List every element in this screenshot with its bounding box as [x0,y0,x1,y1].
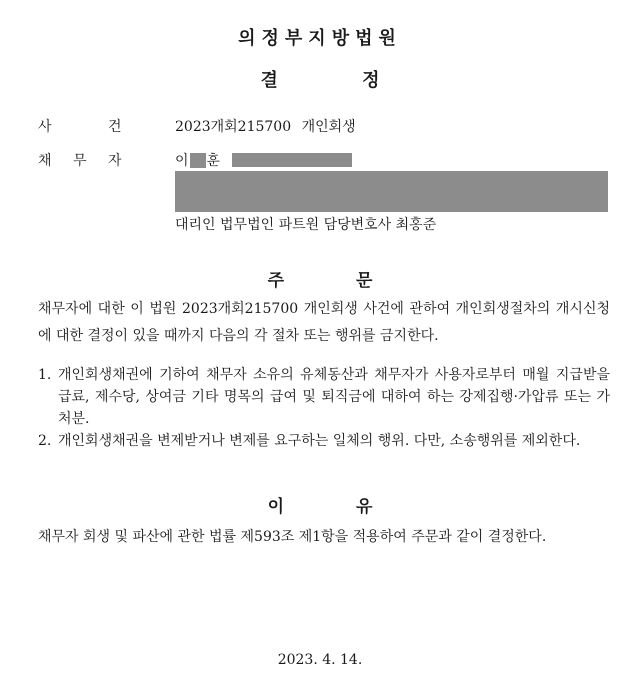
order-items [38,364,610,452]
item-number: 1. [38,367,52,383]
debtor-name-first: 이 [175,153,189,169]
debtor-name [175,150,352,170]
reason-heading: 이 유 [267,497,373,517]
debtor-agent: 대리인 법무법인 파트원 담당변호사 최홍준 [175,217,437,233]
item-number: 2. [38,433,52,449]
list-item [38,430,610,452]
document-title: 결 정 [260,70,380,91]
redaction-mark [232,153,352,167]
list-item [38,364,610,430]
order-heading: 주 문 [267,271,373,291]
decision-date: 2023. 4. 14. [277,652,363,668]
item-text: 개인회생채권을 변제받거나 변제를 요구하는 일체의 행위. 다만, 소송행위를 제외한다. [58,433,581,449]
case-label: 사 건 [38,119,122,135]
court-name: 의정부지방법원 [238,28,402,49]
debtor-name-last: 훈 [206,153,221,169]
reason-text: 채무자 회생 및 파산에 관한 법률 제593조 제1항을 적용하여 주문과 같이 결정한다. [38,529,547,545]
order-intro: 채무자에 대한 이 법원 2023개회215700 개인회생 사건에 관하여 개인회생절차의 개시신청에 대한 결정이 있을 때까지 다음의 각 절차 또는 행위를 금지한다. [38,301,610,344]
redaction-mark [190,153,206,168]
redacted-address [175,171,608,212]
debtor-label: 채 무 자 [38,153,122,169]
item-text: 개인회생채권에 기하여 채무자 소유의 유체동산과 채무자가 사용자로부터 매월 지급받을 급료, 제수당, 상여금 기타 명목의 급여 및 퇴직금에 대하여 하는 강제집행·가압류 또는 가처분. [58,367,610,427]
case-value: 2023개회215700 개인회생 [175,119,356,135]
